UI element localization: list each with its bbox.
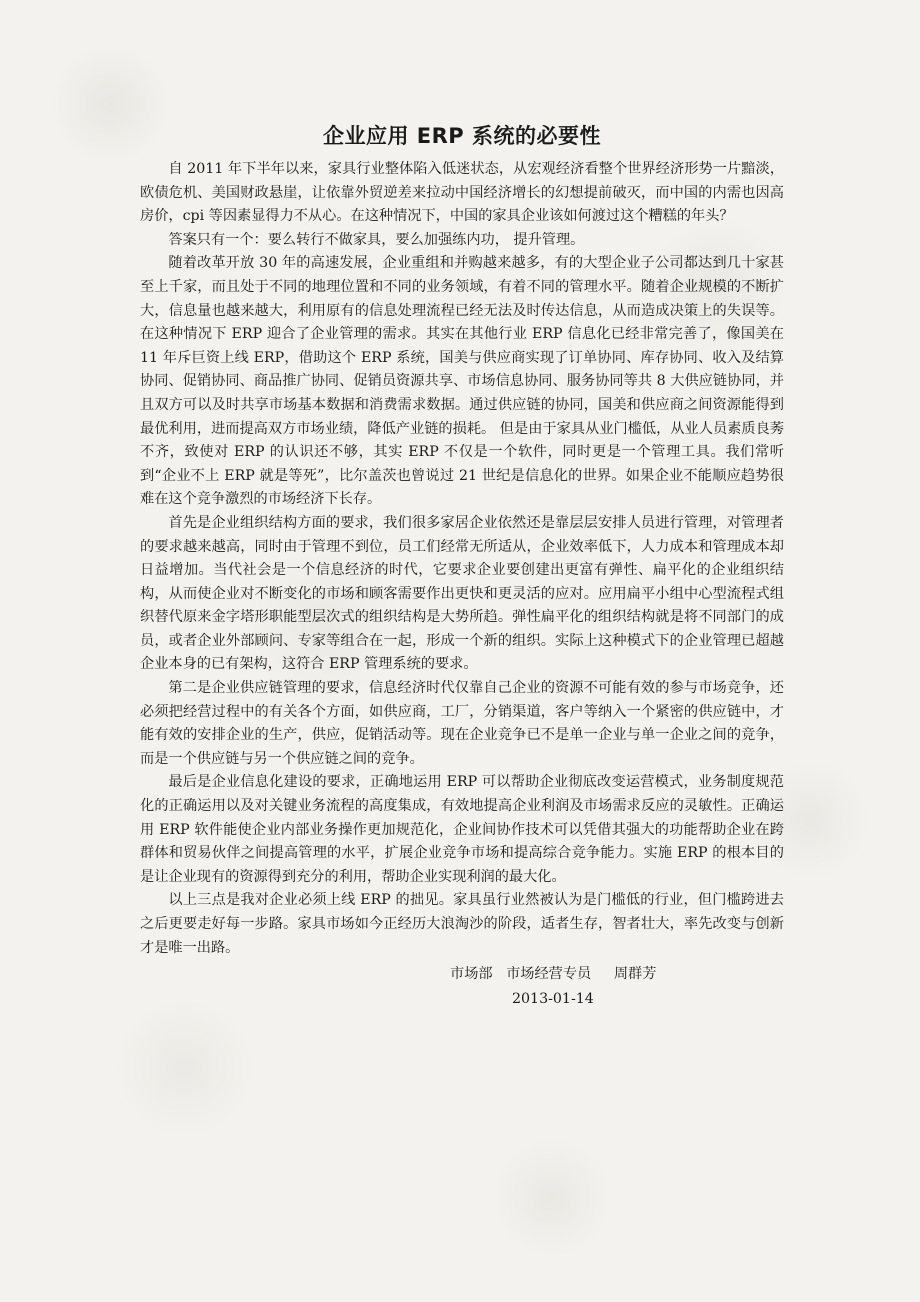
paragraph-first-point: 首先是企业组织结构方面的要求，我们很多家居企业依然还是靠层层安排人员进行管理，对管理者的要求越来越高，同时由于管理不到位，员工们经常无所适从，企业效率低下，人力成本和管理成本却日益增加。当代社会是一个信息经济的时代，它要求企业要创建出更富有弹性、扁平化的企业组织结构，从而使企业对不断变化的市场和顾客需要作出更快和更灵活的应对。应用扁平小组中心型流程式组织替代原来金字塔形职能型层次式的组织结构是大势所趋。弹性扁平化的组织结构就是将不同部门的成员，或者企业外部顾问、专家等组合在一起，形成一个新的组织。实际上这种模式下的企业管理已超越企业本身的已有架构，这符合 ERP 管理系统的要求。	[140, 514, 784, 673]
signature-date: 2013-01-14	[512, 991, 594, 1008]
paragraph-background: 随着改革开放 30 年的高速发展，企业重组和并购越来越多，有的大型企业子公司都达到几十家甚至上千家，而且处于不同的地理位置和不同的业务领域，有着不同的管理水平。随着企业规模的不断扩大，信息量也越来越大，利用原有的信息处理流程已经无法及时传达信息，从而造成决策上的失误等。在这种情况下 ERP 迎合了企业管理的需求。其实在其他行业 ERP 信息化已经非常完善了，像国美在 11 年斥巨资上线 ERP，借助这个 ERP 系统，国美与供应商实现了订单协同、库存协同、收入及结算协同、促销协同、商品推广协同、促销员资源共享、市场信息协同、服务协同等共 8 大供应链协同，并且双方可以及时共享市场基本数据和消费需求数据。通过供应链的协同，国美和供应商之间资源能得到最优利用，进而提高双方市场业绩，降低产业链的损耗。 但是由于家具从业门槛低，从业人员素质良莠不齐，致使对 ERP 的认识还不够，其实 ERP 不仅是一个软件，同时更是一个管理工具。我们常听到“企业不上 ERP 就是等死”，比尔盖茨也曾说过 21 世纪是信息化的世界。如果企业不能顺应趋势很难在这个竞争激烈的市场经济下长存。	[140, 255, 784, 508]
paragraph-conclusion: 以上三点是我对企业必须上线 ERP 的拙见。家具虽行业然被认为是门槛低的行业，但门槛跨进去之后更要走好每一步路。家具市场如今正经历大浪淘沙的阶段，适者生存，智者壮大，率先改变与创新才是唯一出路。	[140, 892, 784, 956]
document-title: 企业应用 ERP 系统的必要性	[322, 124, 602, 148]
document-body	[140, 120, 784, 1012]
signature-department: 市场部	[450, 966, 493, 983]
paragraph-answer: 答案只有一个：要么转行不做家具，要么加强练内功， 提升管理。	[168, 231, 585, 248]
signature-line	[140, 962, 784, 987]
signature-block	[140, 962, 784, 1012]
signature-author: 周群芳	[613, 966, 657, 983]
signature-position: 市场经营专员	[506, 966, 592, 983]
paragraph-second-point: 第二是企业供应链管理的要求，信息经济时代仅靠自己企业的资源不可能有效的参与市场竞争，还必须把经营过程中的有关各个方面，如供应商，工厂，分销渠道，客户等纳入一个紧密的供应链中，才能有效的安排企业的生产，供应，促销活动等。现在企业竞争已不是单一企业与单一企业之间的竞争，而是一个供应链与另一个供应链之间的竞争。	[140, 680, 784, 767]
paragraph-intro: 自 2011 年下半年以来，家具行业整体陷入低迷状态，从宏观经济看整个世界经济形势一片黯淡，欧债危机、美国财政悬崖，让依靠外贸逆差来拉动中国经济增长的幻想提前破灭，而中国的内需也因高房价，cpi 等因素显得力不从心。在这种情况下，中国的家具企业该如何渡过这个糟糕的年头？	[140, 161, 784, 225]
paragraph-third-point: 最后是企业信息化建设的要求，正确地运用 ERP 可以帮助企业彻底改变运营模式，业务制度规范化的正确运用以及对关键业务流程的高度集成，有效地提高企业利润及市场需求反应的灵敏性。正确运用 ERP 软件能使企业内部业务操作更加规范化，企业间协作技术可以凭借其强大的功能帮助企业在跨群体和贸易伙伴之间提高管理的水平，扩展企业竞争市场和提高综合竞争能力。实施 ERP 的根本目的是让企业现有的资源得到充分的利用，帮助企业实现利润的最大化。	[140, 774, 784, 885]
